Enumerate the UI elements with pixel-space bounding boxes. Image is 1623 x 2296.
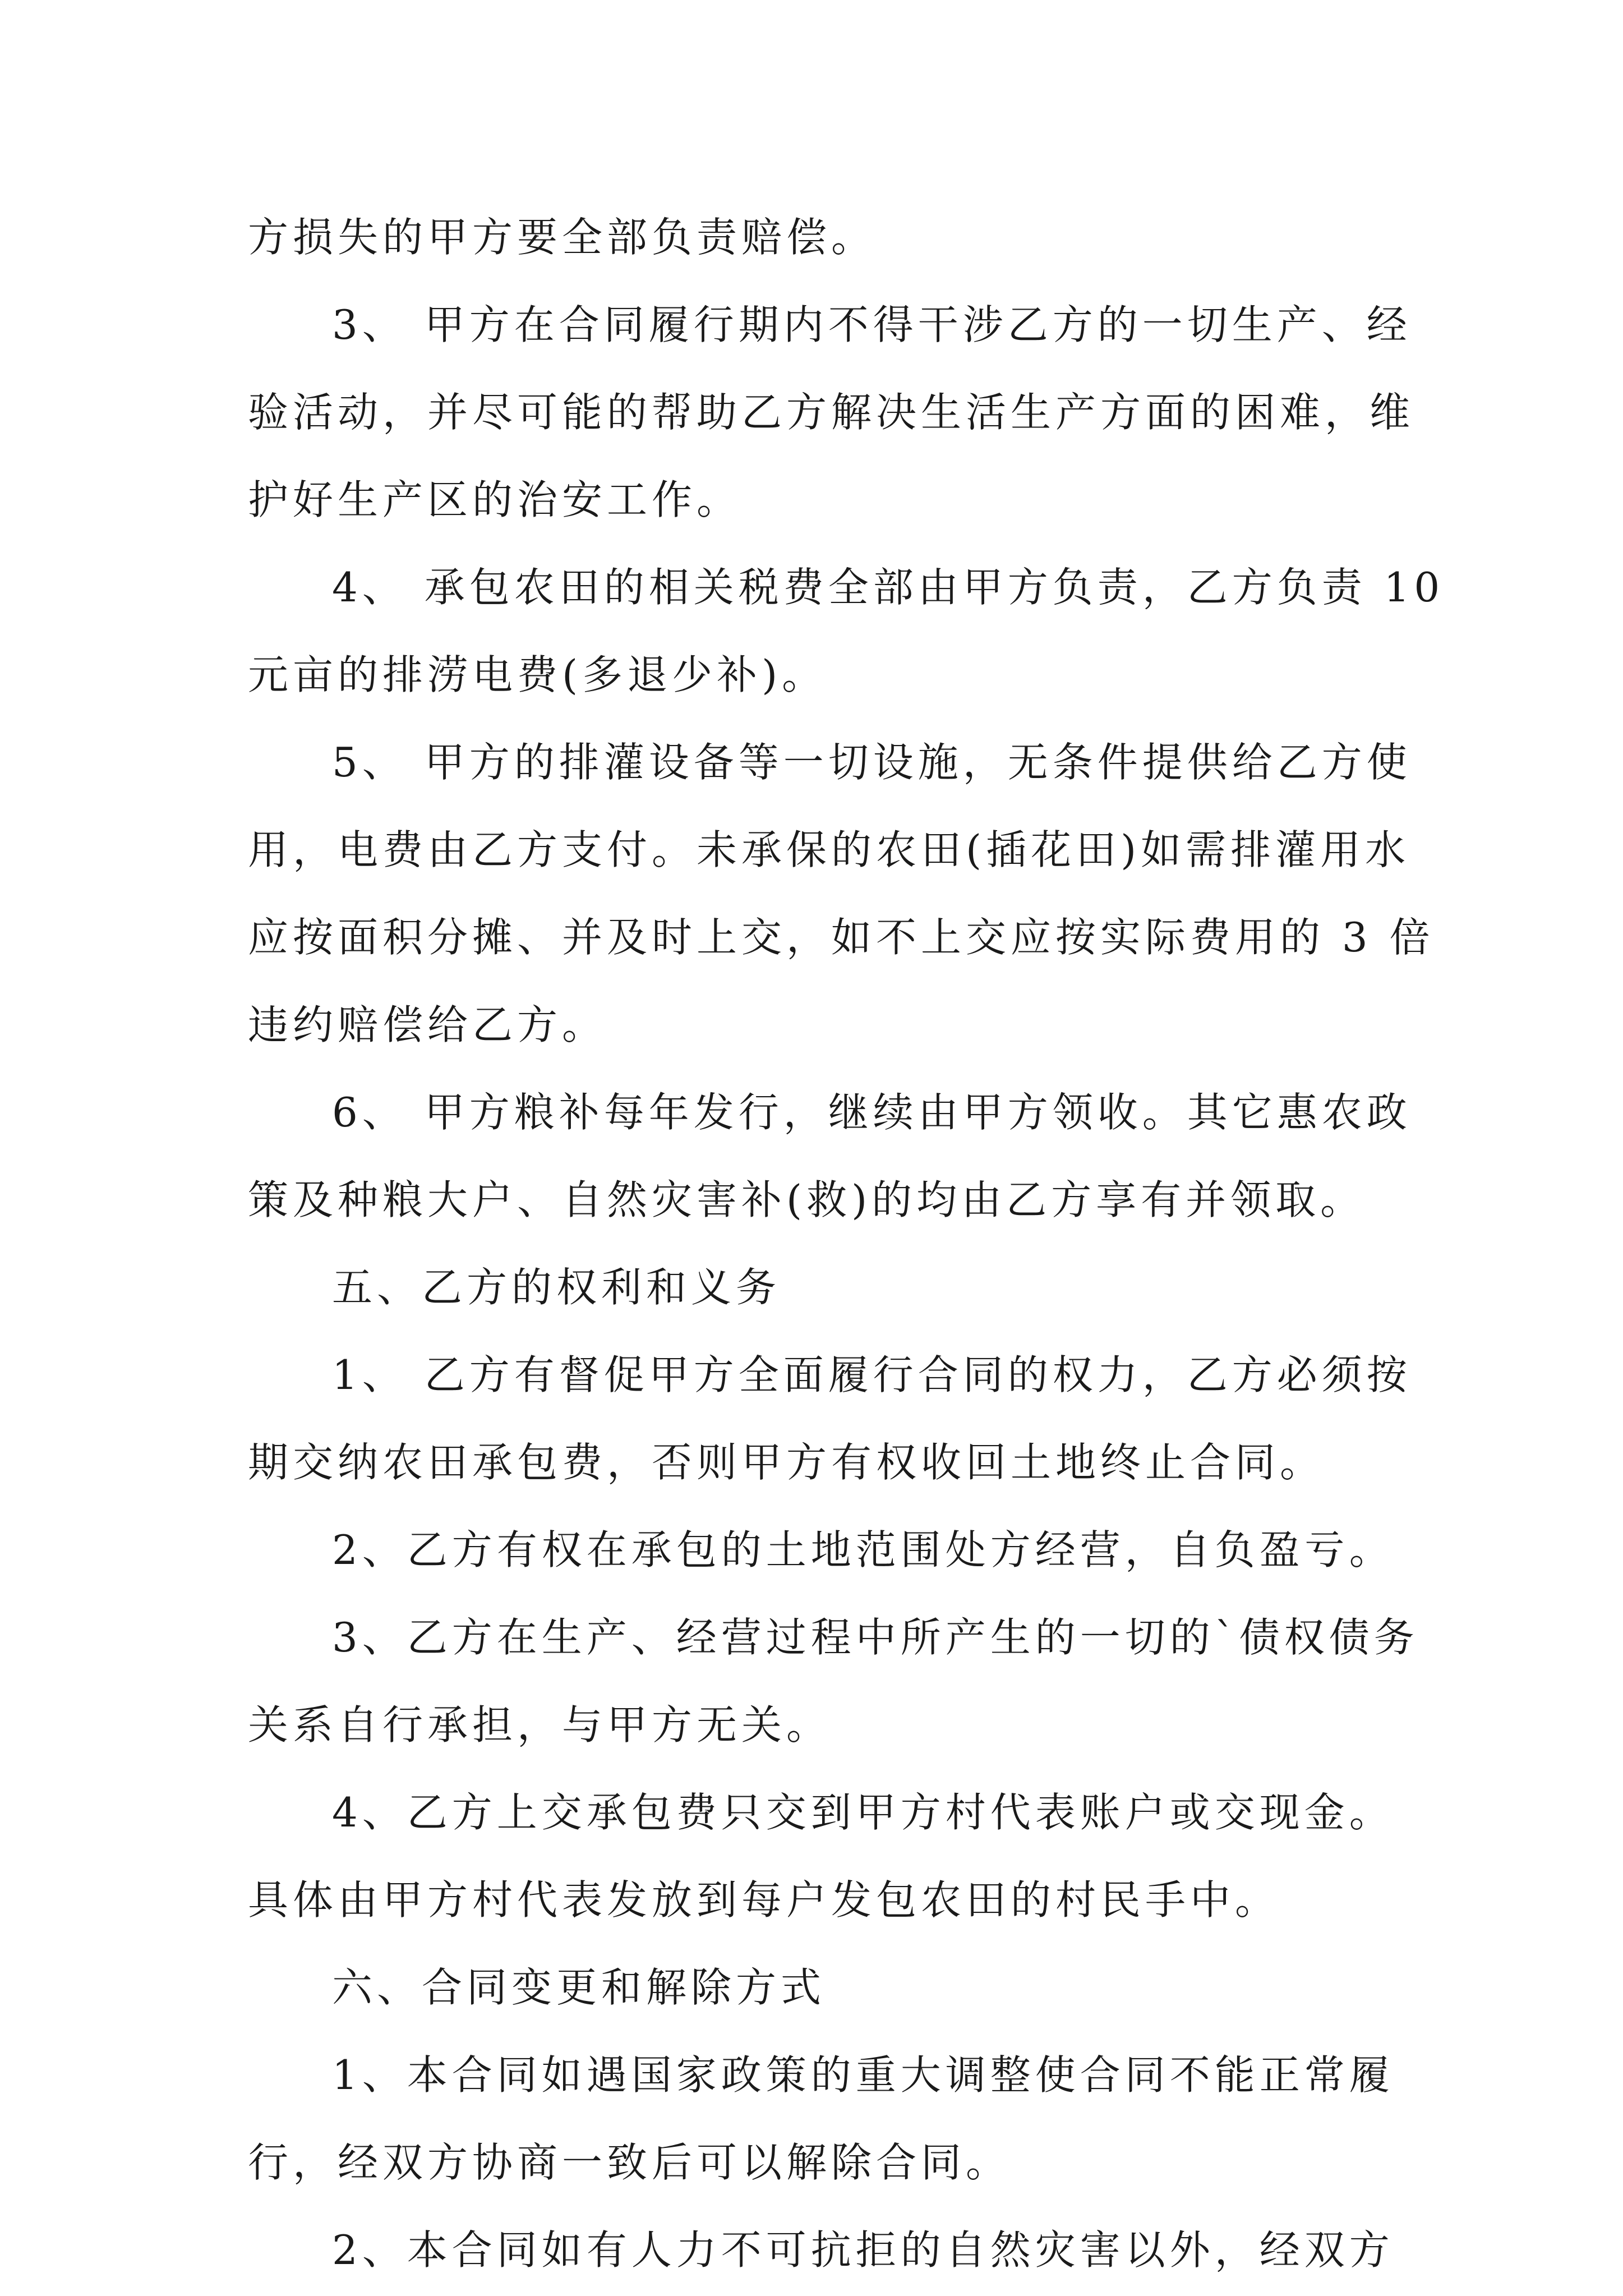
text-line: 应按面积分摊、并及时上交，如不上交应按实际费用的 3 倍 — [248, 914, 1435, 961]
text-line: 4、 承包农田的相关税费全部由甲方负责，乙方负责 10 — [332, 564, 1445, 611]
text-line: 6、 甲方粮补每年发行，继续由甲方领收。其它惠农政 — [332, 1089, 1412, 1136]
text-line: 2、本合同如有人力不可抗拒的自然灾害以外，经双方 — [332, 2226, 1394, 2274]
text-line: 具体由甲方村代表发放到每户发包农田的村民手中。 — [248, 1876, 1280, 1924]
text-line: 策及种粮大户、自然灾害补(救)的均由乙方享有并领取。 — [248, 1176, 1366, 1223]
text-line: 1、本合同如遇国家政策的重大调整使合同不能正常履 — [332, 2051, 1394, 2099]
section-heading: 五、乙方的权利和义务 — [332, 1264, 781, 1311]
text-line: 5、 甲方的排灌设备等一切设施，无条件提供给乙方使 — [332, 739, 1412, 786]
section-heading: 六、合同变更和解除方式 — [332, 1964, 826, 2011]
text-line: 用，电费由乙方支付。未承保的农田(插花田)如需排灌用水 — [248, 826, 1410, 873]
text-line: 期交纳农田承包费，否则甲方有权收回土地终止合同。 — [248, 1439, 1325, 1486]
text-line: 方损失的甲方要全部负责赔偿。 — [248, 214, 877, 261]
text-line: 护好生产区的治安工作。 — [248, 476, 742, 523]
text-line: 2、乙方有权在承包的土地范围处方经营，自负盈亏。 — [332, 1526, 1394, 1573]
text-line: 元亩的排涝电费(多退少补)。 — [248, 651, 827, 698]
text-line: 4、乙方上交承包费只交到甲方村代表账户或交现金。 — [332, 1789, 1394, 1836]
document-body — [248, 210, 1445, 2277]
text-line: 3、 甲方在合同履行期内不得干涉乙方的一切生产、经 — [332, 301, 1412, 348]
text-line: 1、 乙方有督促甲方全面履行合同的权力，乙方必须按 — [332, 1351, 1412, 1398]
text-line: 违约赔偿给乙方。 — [248, 1001, 607, 1048]
text-line: 关系自行承担，与甲方无关。 — [248, 1701, 832, 1749]
text-line: 验活动，并尽可能的帮助乙方解决生活生产方面的困难，维 — [248, 389, 1415, 436]
text-line: 行，经双方协商一致后可以解除合同。 — [248, 2139, 1011, 2186]
text-line: 3、乙方在生产、经营过程中所产生的一切的`债权债务 — [332, 1614, 1419, 1661]
